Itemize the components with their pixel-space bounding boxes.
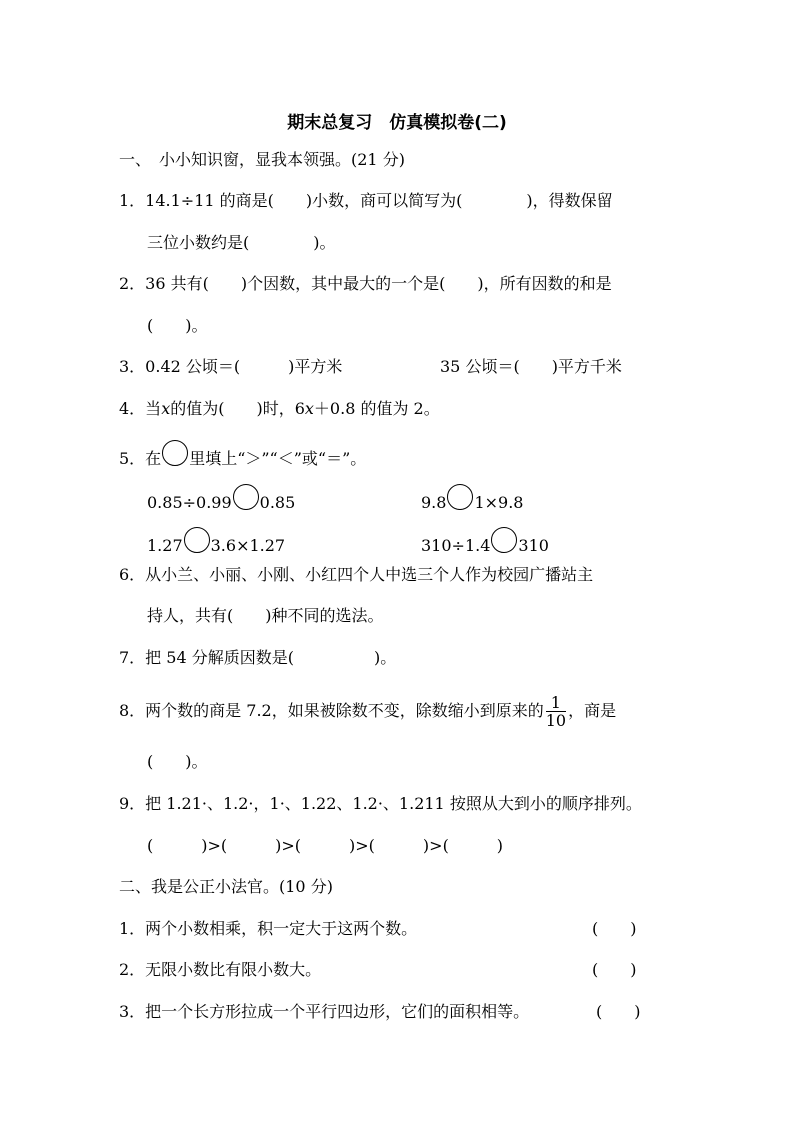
q2-line1: 2．36 共有( )个因数，其中最大的一个是( )，所有因数的和是 bbox=[119, 274, 612, 293]
judge-item-2-blank[interactable]: ( ) bbox=[592, 960, 637, 979]
judge-item-1-text: 1．两个小数相乘，积一定大于这两个数。 bbox=[119, 919, 418, 938]
compare-circle-2[interactable] bbox=[447, 484, 473, 510]
q5-item-1-left: 0.85÷0.99 bbox=[147, 493, 232, 512]
judge-item-1-blank[interactable]: ( ) bbox=[592, 919, 637, 938]
q5-item-2-left: 9.8 bbox=[421, 493, 447, 512]
q9-line1: 9．把 1.21·、1.2·，1·、1.22、1.2·、1.211 按照从大到小的顺序排列。 bbox=[119, 794, 642, 813]
blank-circle-icon bbox=[162, 440, 188, 466]
q8-line1 bbox=[119, 693, 616, 729]
q5-item-3-left: 1.27 bbox=[147, 536, 183, 555]
compare-circle-3[interactable] bbox=[184, 527, 210, 553]
page-title: 期末总复习 仿真模拟卷(二) bbox=[287, 113, 507, 133]
q5-item-1 bbox=[147, 484, 295, 513]
q8-part-b: ，商是 bbox=[568, 701, 617, 720]
q5-item-4 bbox=[421, 527, 549, 556]
q1-line1: 1．14.1÷11 的商是( )小数，商可以简写为( )，得数保留 bbox=[119, 191, 613, 210]
q6-line1: 6．从小兰、小丽、小刚、小红四个人中选三个人作为校园广播站主 bbox=[119, 565, 594, 584]
q5-item-1-right: 0.85 bbox=[259, 493, 296, 512]
section1-heading: 一、 小小知识窗，显我本领强。(21 分) bbox=[119, 150, 405, 169]
compare-circle-1[interactable] bbox=[233, 484, 259, 510]
judge-item-3-blank[interactable]: ( ) bbox=[596, 1002, 641, 1021]
q5-item-4-right: 310 bbox=[518, 536, 549, 555]
q5-item-2 bbox=[421, 484, 523, 513]
q7: 7．把 54 分解质因数是( )。 bbox=[119, 648, 397, 667]
fraction-one-tenth bbox=[546, 694, 566, 729]
q9-line2: ( )>( )>( )>( )>( ) bbox=[147, 836, 504, 855]
q5-instruction bbox=[119, 440, 366, 469]
q4-part-a: 4．当 bbox=[119, 399, 162, 418]
q4-variable-2: x bbox=[304, 399, 314, 418]
fraction-denominator: 10 bbox=[545, 711, 567, 730]
q5-item-3 bbox=[147, 527, 285, 556]
q3-right: 35 公顷＝( )平方千米 bbox=[440, 357, 622, 376]
q3-left: 3．0.42 公顷＝( )平方米 bbox=[119, 357, 343, 376]
q4-part-b: 的值为( )时，6 bbox=[170, 399, 305, 418]
q4-part-c: ＋0.8 的值为 2。 bbox=[313, 399, 440, 418]
section2-heading: 二、我是公正小法官。(10 分) bbox=[119, 877, 333, 896]
q5-item-3-right: 3.6×1.27 bbox=[210, 536, 286, 555]
q5-part-b: 里填上“＞”“＜”或“＝”。 bbox=[189, 449, 367, 468]
judge-item-2-text: 2．无限小数比有限小数大。 bbox=[119, 960, 322, 979]
q8-line2: ( )。 bbox=[147, 752, 208, 771]
judge-item-3-text: 3．把一个长方形拉成一个平行四边形，它们的面积相等。 bbox=[119, 1002, 530, 1021]
q4-variable: x bbox=[161, 399, 171, 418]
q5-item-2-right: 1×9.8 bbox=[474, 493, 524, 512]
q6-line2: 持人，共有( )种不同的选法。 bbox=[147, 606, 384, 625]
q2-line2: ( )。 bbox=[147, 316, 208, 335]
fraction-numerator: 1 bbox=[546, 694, 566, 712]
q4 bbox=[119, 399, 440, 419]
q5-item-4-left: 310÷1.4 bbox=[421, 536, 491, 555]
compare-circle-4[interactable] bbox=[491, 527, 517, 553]
q5-part-a: 5．在 bbox=[119, 449, 162, 468]
q1-line2: 三位小数约是( )。 bbox=[147, 233, 336, 252]
q8-part-a: 8．两个数的商是 7.2，如果被除数不变，除数缩小到原来的 bbox=[119, 701, 544, 720]
